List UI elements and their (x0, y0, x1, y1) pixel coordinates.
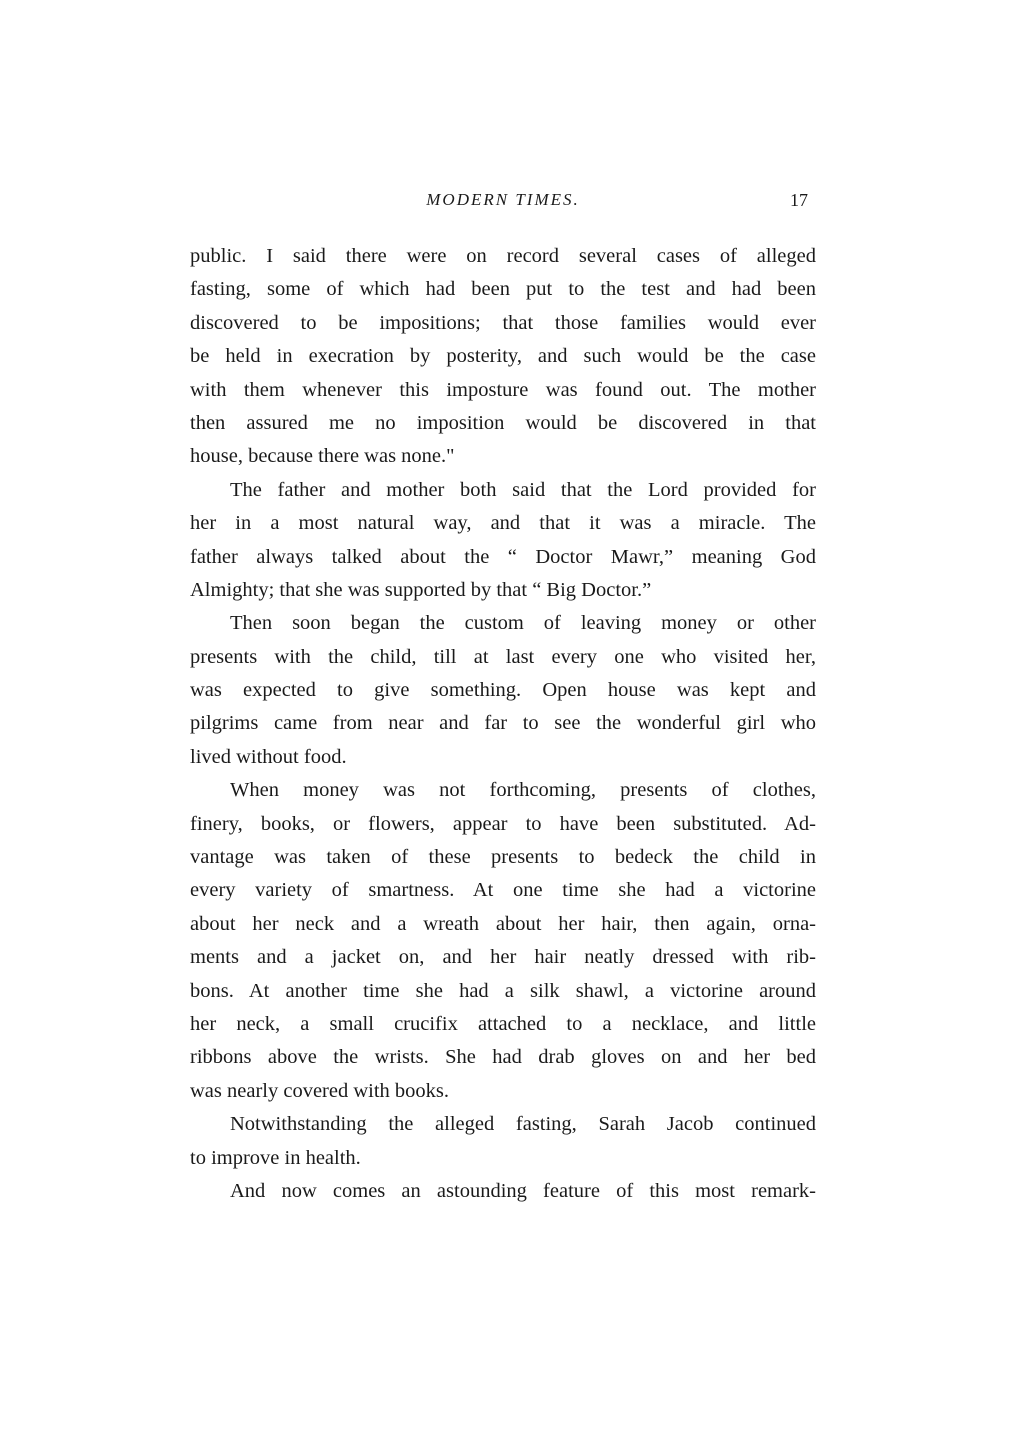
text-line: fasting, some of which had been put to the test and had been (190, 278, 816, 301)
text-line: to improve in health. (190, 1146, 361, 1169)
text-line: When money was not forthcoming, presents of clothes, (230, 779, 816, 802)
text-line: Almighty; that she was supported by that “ Big Doctor.” (190, 578, 652, 601)
text-line: was nearly covered with books. (190, 1079, 450, 1102)
text-line: discovered to be impositions; that those families would ever (190, 311, 816, 334)
page-number: 17 (790, 190, 808, 210)
text-line: with them whenever this imposture was found out. The mother (190, 378, 816, 401)
text-line: ribbons above the wrists. She had drab gloves on and her bed (190, 1046, 816, 1069)
running-title: MODERN TIMES. (426, 190, 580, 209)
text-line: then assured me no imposition would be discovered in that (190, 411, 816, 434)
text-line: The father and mother both said that the Lord provided for (230, 478, 816, 501)
text-line: vantage was taken of these presents to bedeck the child in (190, 846, 816, 869)
text-line: presents with the child, till at last every one who visited her, (190, 645, 816, 668)
text-line: public. I said there were on record several cases of alleged (190, 245, 816, 267)
text-line: pilgrims came from near and far to see the wonderful girl who (190, 712, 816, 735)
text-line: was expected to give something. Open house was kept and (190, 679, 816, 702)
text-line: Then soon began the custom of leaving money or other (230, 612, 816, 635)
text-line: lived without food. (190, 745, 347, 768)
text-line: every variety of smartness. At one time she had a victorine (190, 879, 816, 902)
text-line: Notwithstanding the alleged fasting, Sarah Jacob continued (230, 1113, 816, 1136)
text-line: house, because there was none." (190, 445, 455, 468)
text-line: be held in execration by posterity, and such would be the case (190, 345, 816, 368)
text-line: about her neck and a wreath about her hair, then again, orna- (190, 912, 816, 935)
text-line: ments and a jacket on, and her hair neatly dressed with rib- (190, 946, 816, 969)
page-header (190, 190, 816, 220)
text-line: And now comes an astounding feature of this most remark- (230, 1179, 816, 1202)
body-text (190, 240, 816, 1208)
text-line: her neck, a small crucifix attached to a necklace, and little (190, 1012, 816, 1035)
text-line: father always talked about the “ Doctor Mawr,” meaning God (190, 545, 816, 568)
text-line: her in a most natural way, and that it was a miracle. The (190, 512, 816, 535)
text-line: bons. At another time she had a silk shawl, a victorine around (190, 979, 816, 1002)
text-line: finery, books, or flowers, appear to have been substituted. Ad- (190, 812, 816, 835)
